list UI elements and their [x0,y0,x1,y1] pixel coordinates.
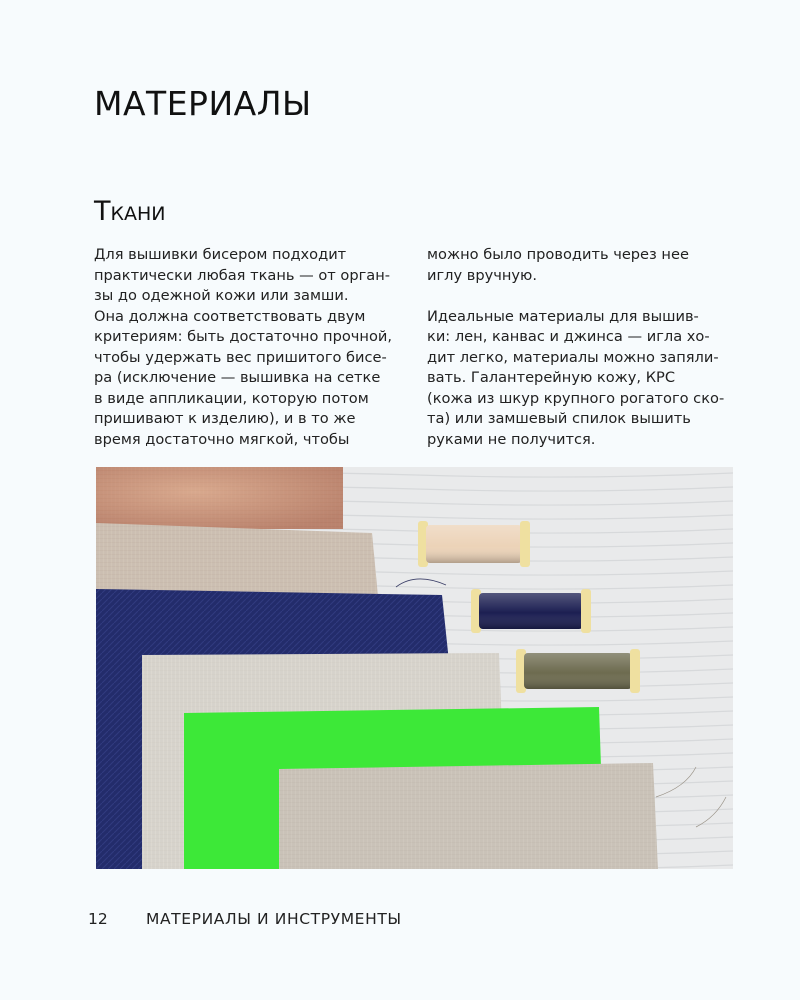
body-line: Для вышивки бисером подходит [94,246,347,263]
section-title [94,196,166,227]
running-head: МАТЕРИАЛЫ И ИНСТРУМЕНТЫ [146,910,402,928]
thread-spool-olive [516,649,640,693]
body-column-right [427,245,739,450]
body-line: практически любая ткань — от орган- [94,266,391,284]
body-line: Она должна соответствовать двум [94,307,366,325]
body-line: зы до одежной кожи или замши. [94,287,349,304]
paragraph-gap [427,286,739,307]
body-line: руками не получится. [427,430,596,448]
body-line: критериям: быть достаточно прочной, [94,328,392,345]
thread-spool-navy [471,589,591,633]
body-line: в виде аппликации, которую потом [94,389,369,407]
body-line: пришивают к изделию), и в то же [94,410,356,427]
section-title-rest: кани [110,196,166,227]
body-line: та) или замшевый спилок вышить [427,410,691,427]
page-title: МАТЕРИАЛЫ [94,84,312,123]
thread-spool-cream [418,521,530,567]
body-line: можно было проводить через нее [427,246,689,263]
body-line: Идеальные материалы для вышив- [427,307,699,325]
body-line: иглу вручную. [427,266,537,284]
body-line: ки: лен, канвас и джинса — игла хо- [427,328,710,345]
body-line: (кожа из шкур крупного рогатого ско- [427,389,725,407]
body-column-left [94,245,404,450]
page-number: 12 [88,910,108,928]
body-line: время достаточно мягкой, чтобы [94,430,350,448]
section-title-initial: Т [94,196,111,227]
fabrics-photo [96,467,733,869]
body-line: дит легко, материалы можно запяли- [427,348,719,366]
body-line: ра (исключение — вышивка на сетке [94,369,381,386]
body-line: вать. Галантерейную кожу, КРС [427,369,676,386]
body-line: чтобы удержать вес пришитого бисе- [94,348,387,366]
